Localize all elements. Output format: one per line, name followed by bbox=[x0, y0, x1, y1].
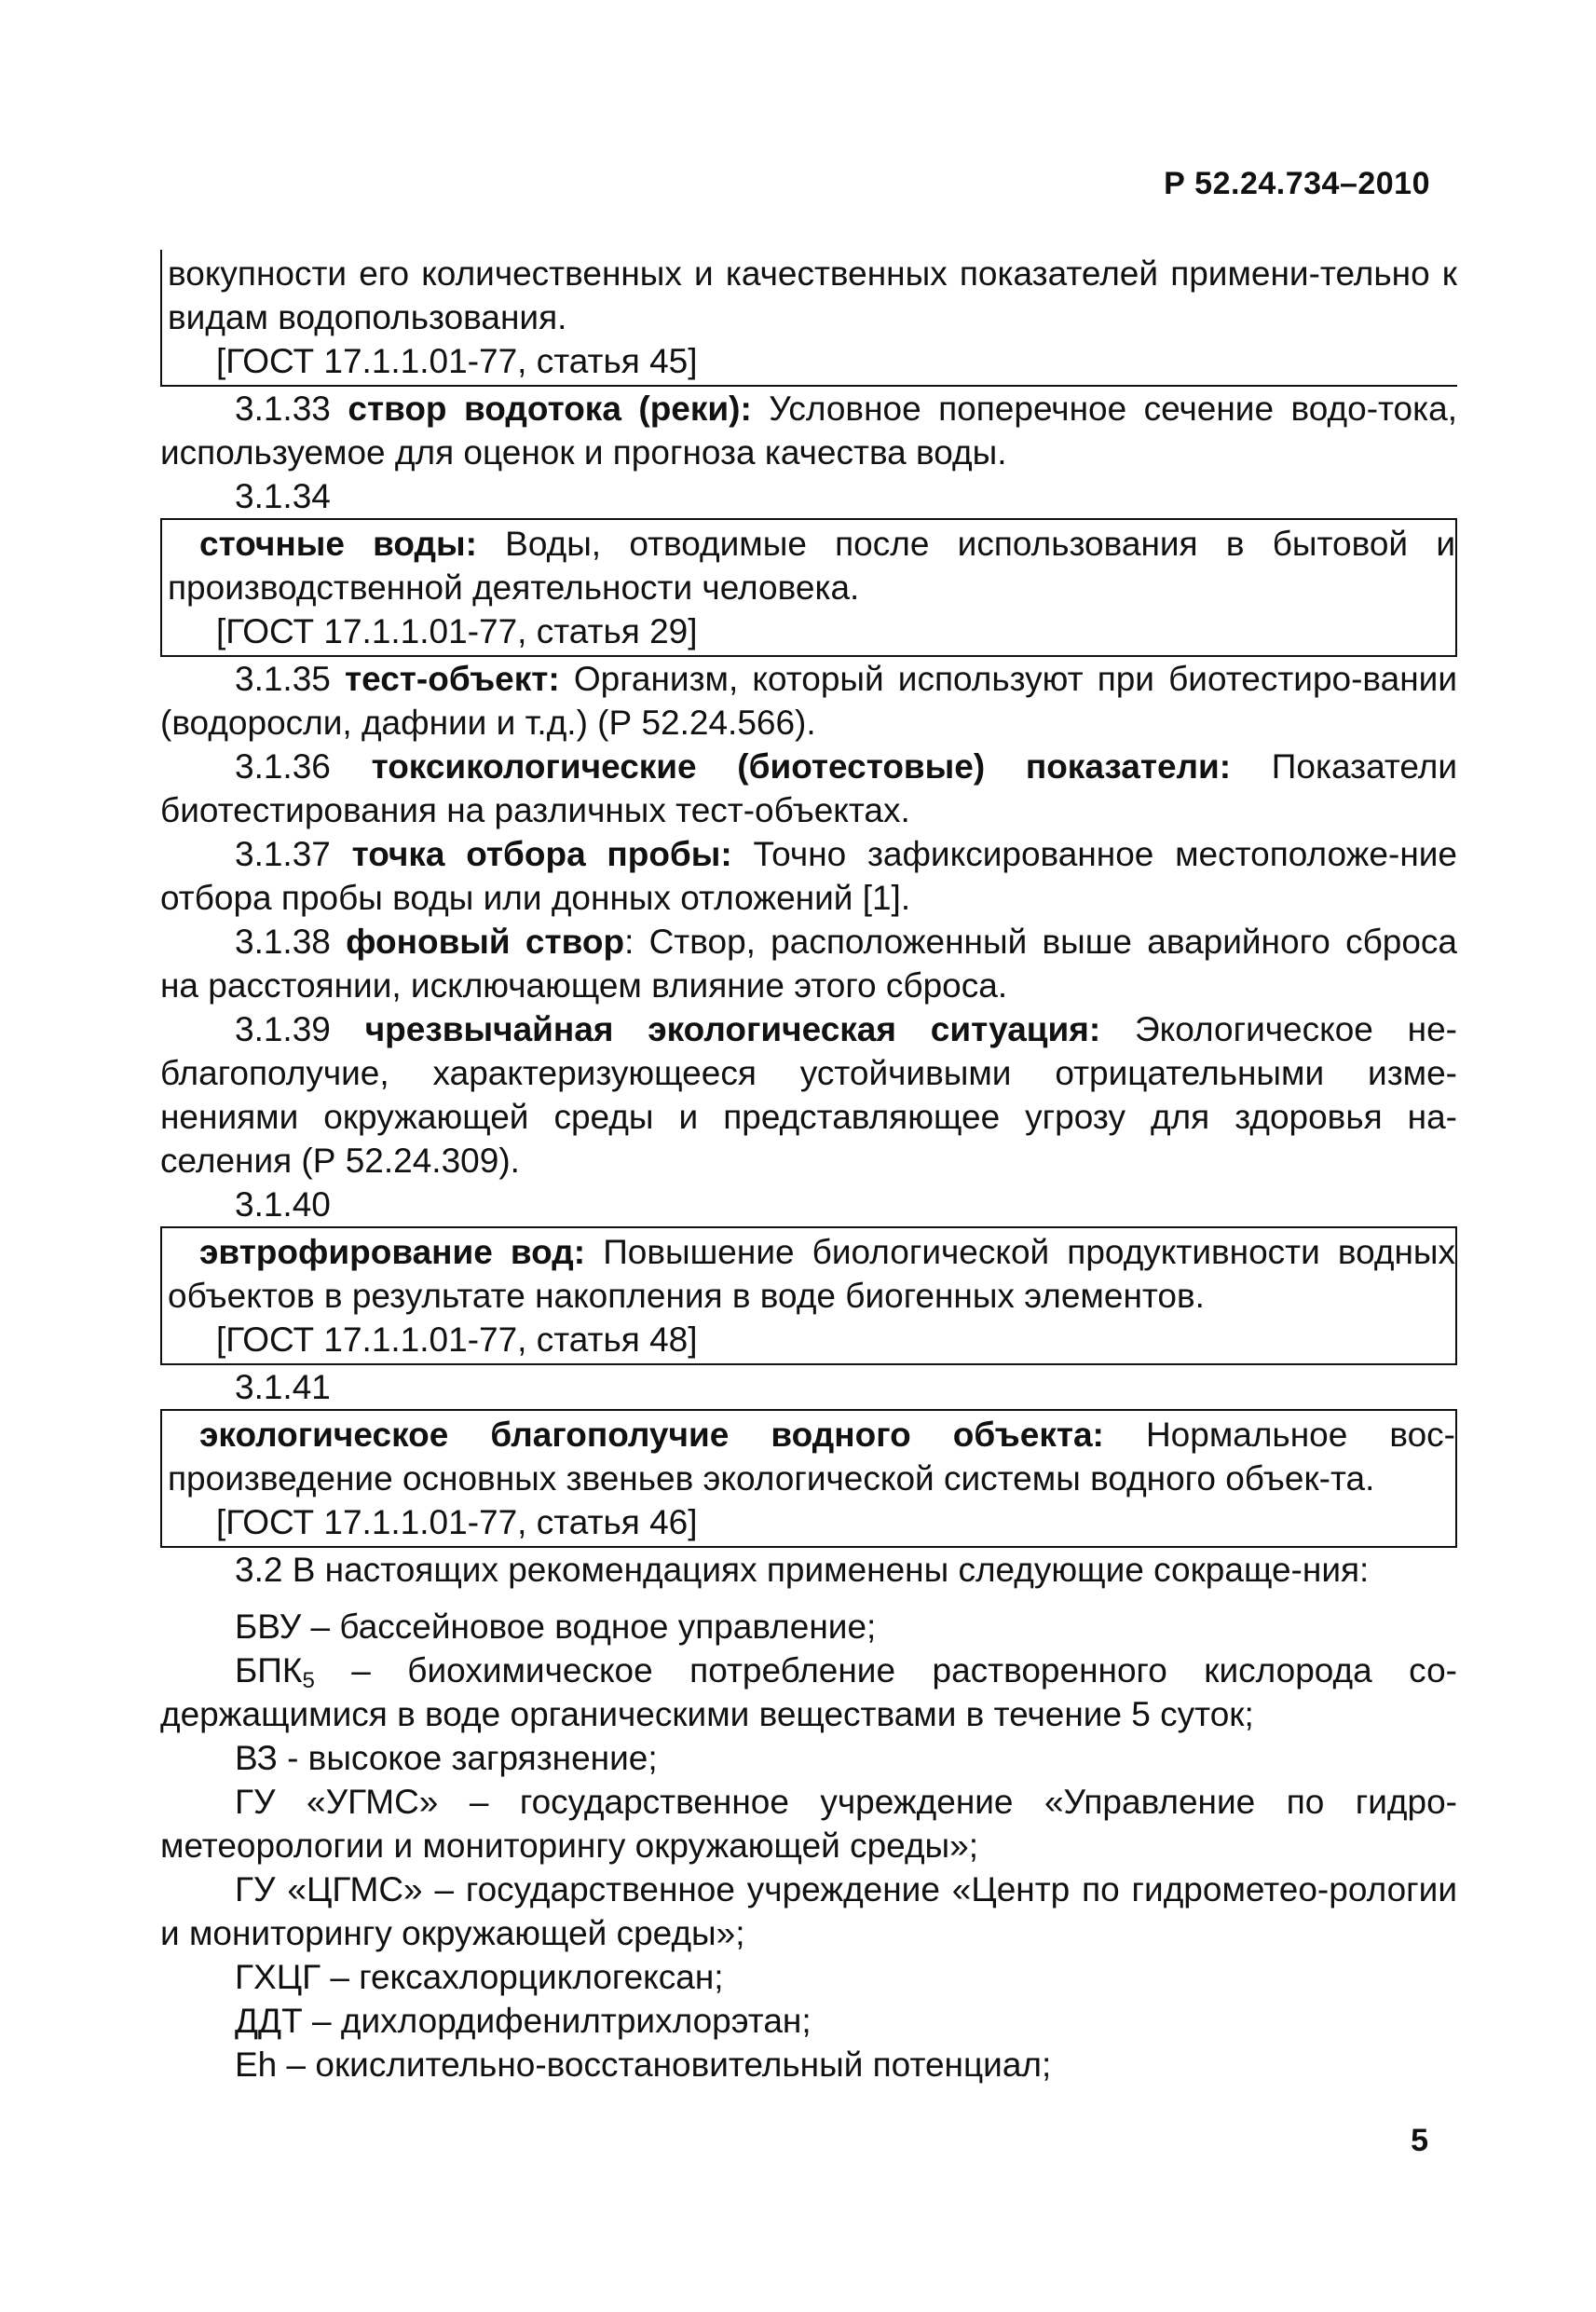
term-definition: Организм, который используют при биотестиро-вании (водоросли, дафнии и т.д.) (Р 52.24.566). bbox=[160, 660, 1458, 742]
term-3-1-34 bbox=[168, 522, 1455, 609]
term-number: 3.1.36 bbox=[235, 747, 331, 786]
term-number-3-1-34: 3.1.34 bbox=[235, 477, 331, 515]
term-definition: Показатели биотестирования на различных тест-объектах. bbox=[160, 747, 1457, 829]
abbr-gxcg: ГХЦГ – гексахлорциклогексан; bbox=[235, 1958, 724, 1996]
term-definition: Воды, отводимые после использования в бытовой и производственной деятельности человека. bbox=[168, 525, 1456, 607]
term-definition: : Створ, расположенный выше аварийного сброса на расстоянии, исключающем влияние этого сброса. bbox=[160, 923, 1458, 1005]
term-3-1-39 bbox=[160, 1007, 1457, 1183]
term-box-3-1-40 bbox=[160, 1226, 1457, 1365]
abbr-eh: Eh – окислительно-восстановительный потенциал; bbox=[235, 2045, 1052, 2084]
continuation-box bbox=[160, 250, 1457, 387]
term-number: 3.1.33 bbox=[235, 390, 331, 428]
continuation-text: вокупности его количественных и качественных показателей примени-тельно к видам водопользования. bbox=[168, 254, 1457, 336]
term-definition: Точно зафиксированное местоположе-ние отбора пробы воды или донных отложений [1]. bbox=[160, 835, 1458, 917]
term-box-3-1-34 bbox=[160, 518, 1457, 657]
term-title: экологическое благополучие водного объекта: bbox=[199, 1416, 1104, 1454]
abbr-bpk-term: БПК bbox=[235, 1651, 303, 1690]
term-number: 3.1.35 bbox=[235, 660, 331, 698]
term-title: точка отбора пробы: bbox=[351, 835, 732, 873]
term-ref: [ГОСТ 17.1.1.01-77, статья 48] bbox=[216, 1320, 698, 1359]
term-title: чрезвычайная экологическая ситуация: bbox=[364, 1010, 1101, 1048]
term-title: фоновый створ bbox=[346, 923, 625, 961]
term-number-3-1-40: 3.1.40 bbox=[235, 1185, 331, 1224]
term-number-3-1-41: 3.1.41 bbox=[235, 1368, 331, 1406]
term-3-1-41 bbox=[168, 1413, 1455, 1500]
term-box-3-1-41 bbox=[160, 1409, 1457, 1548]
abbr-ddt: ДДТ – дихлордифенилтрихлорэтан; bbox=[235, 2002, 812, 2040]
continuation-ref: [ГОСТ 17.1.1.01-77, статья 45] bbox=[216, 342, 698, 380]
term-title: токсикологические (биотестовые) показатели: bbox=[371, 747, 1232, 786]
term-3-1-37 bbox=[160, 832, 1457, 920]
term-title: створ водотока (реки): bbox=[348, 390, 752, 428]
term-3-1-33 bbox=[160, 387, 1457, 474]
term-definition: Условное поперечное сечение водо-тока, используемое для оценок и прогноза качества воды. bbox=[160, 390, 1457, 472]
abbr-bpk-definition: – биохимическое потребление растворенного кислорода со-держащимися в воде органическими веществами в течение 5 суток; bbox=[160, 1651, 1457, 1733]
term-3-1-40 bbox=[168, 1230, 1455, 1318]
abbr-gu-cgms: ГУ «ЦГМС» – государственное учреждение «Центр по гидрометео-рологии и мониторингу окружающей среды»; bbox=[160, 1870, 1457, 1952]
abbreviation-list bbox=[160, 1605, 1457, 2086]
term-ref: [ГОСТ 17.1.1.01-77, статья 29] bbox=[216, 612, 698, 650]
abbr-vz: ВЗ - высокое загрязнение; bbox=[235, 1739, 658, 1777]
abbr-bpk-subscript: 5 bbox=[302, 1668, 315, 1693]
term-ref: [ГОСТ 17.1.1.01-77, статья 46] bbox=[216, 1503, 698, 1541]
term-title: сточные воды: bbox=[199, 525, 477, 563]
page-content bbox=[160, 250, 1457, 2086]
term-number: 3.1.39 bbox=[235, 1010, 331, 1048]
term-definition: Повышение биологической продуктивности водных объектов в результате накопления в воде биогенных элементов. bbox=[168, 1233, 1455, 1315]
term-number: 3.1.38 bbox=[235, 923, 331, 961]
term-definition: Нормальное вос-произведение основных звеньев экологической системы водного объек-та. bbox=[168, 1416, 1455, 1498]
term-title: эвтрофирование вод: bbox=[199, 1233, 586, 1271]
term-3-1-36 bbox=[160, 745, 1457, 832]
term-3-1-38 bbox=[160, 920, 1457, 1007]
abbr-bvu: БВУ – бассейновое водное управление; bbox=[235, 1607, 877, 1646]
abbr-bpk bbox=[160, 1648, 1457, 1736]
term-3-1-35 bbox=[160, 657, 1457, 745]
term-definition: Экологическое не-благополучие, характеризующееся устойчивыми отрицательными изме-нениями окружающей среды и представляющее угрозу для здоровья на-селения (Р 52.24.309). bbox=[160, 1010, 1457, 1180]
term-number: 3.1.37 bbox=[235, 835, 331, 873]
document-code: Р 52.24.734–2010 bbox=[1164, 166, 1430, 201]
term-title: тест-объект: bbox=[345, 660, 560, 698]
section-3-2: 3.2 В настоящих рекомендациях применены следующие сокраще-ния: bbox=[235, 1551, 1370, 1589]
abbr-gu-ugms: ГУ «УГМС» – государственное учреждение «Управление по гидро-метеорологии и мониторингу окружающей среды»; bbox=[160, 1783, 1457, 1865]
page-number: 5 bbox=[1411, 2123, 1428, 2158]
